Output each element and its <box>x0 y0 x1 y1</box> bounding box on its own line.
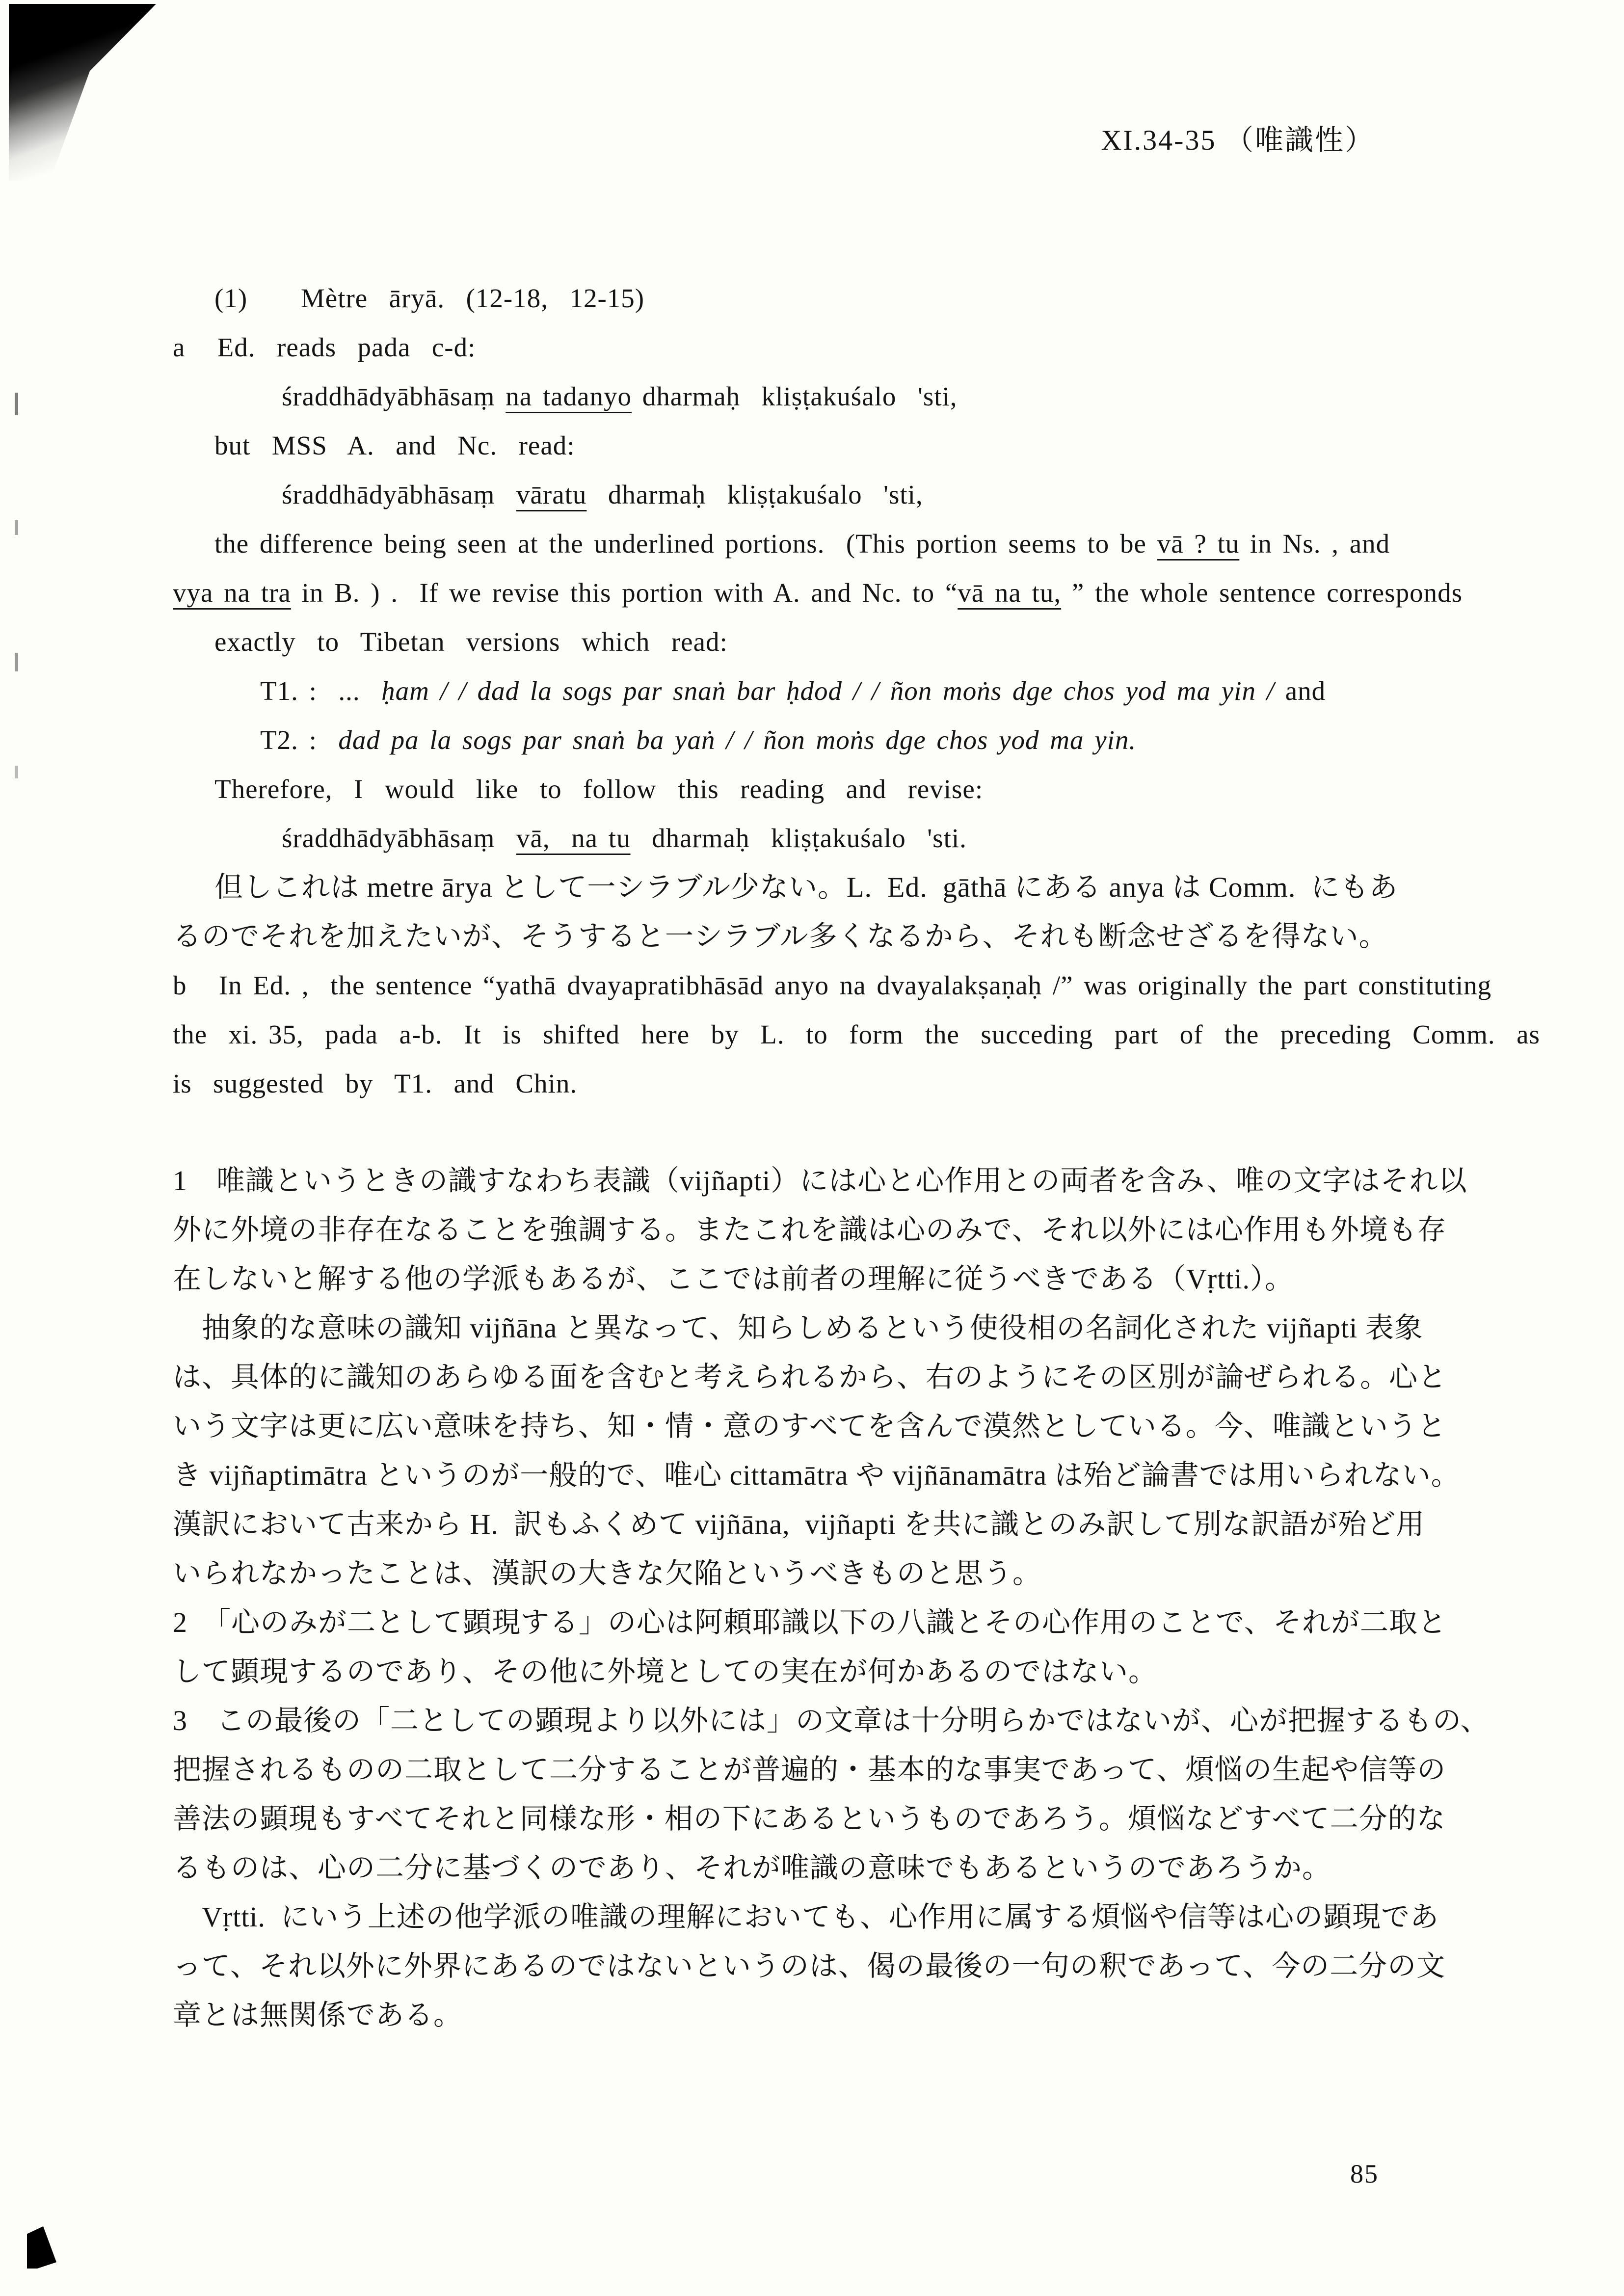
text-segment: and <box>1275 676 1326 706</box>
text-line <box>173 765 1459 814</box>
scan-edge-mark <box>15 766 18 778</box>
italic-transliteration: ḥam / / dad la sogs par snaṅ bar ḥdod / / ñon moṅs dge chos yod ma yin / <box>381 676 1275 706</box>
text-segment: (1) Mètre āryā. (12-18, 12-15) <box>214 283 645 313</box>
text-line <box>173 912 1459 961</box>
text-segment: いられなかったことは、漢訳の大きな欠陥というべきものと思う。 <box>173 1557 1042 1589</box>
text-line <box>173 716 1459 765</box>
text-segment: して顕現するのであり、その他に外境としての実在が何かあるのではない。 <box>173 1655 1158 1687</box>
text-line <box>173 1451 1459 1500</box>
scan-edge-mark <box>15 520 18 535</box>
text-line <box>173 1745 1459 1794</box>
text-line <box>173 568 1463 617</box>
text-line <box>173 1549 1459 1598</box>
text-segment: b In Ed. , the sentence “yathā dvayapratibhāsād anyo na dvayalakṣaṇaḥ /” was originally the part constituting <box>173 970 1492 1000</box>
text-line <box>173 1353 1459 1402</box>
text-segment: いう文字は更に広い意味を持ち、知・情・意のすべてを含んで漠然としている。今、唯識というと <box>173 1410 1446 1442</box>
text-line <box>173 1696 1490 1745</box>
text-line <box>173 1010 1540 1059</box>
text-segment: 2 「心のみが二として顕現する」の心は阿頼耶識以下の八識とその心作用のことで、それが二取と <box>173 1606 1447 1638</box>
blank-line <box>173 1108 1459 1156</box>
underlined-text: vāratu <box>516 480 587 509</box>
text-segment: き vijñaptimātra というのが一般的で、唯心 cittamātra や vijñānamātra は殆ど論書では用いられない。 <box>173 1459 1460 1491</box>
text-segment: 善法の顕現もすべてそれと同様な形・相の下にあるというものであろう。煩悩などすべて二分的な <box>173 1803 1446 1835</box>
text-segment: 3 この最後の「二としての顕現より以外には」の文章は十分明らかではないが、心が把握するもの、 <box>173 1705 1490 1736</box>
text-line <box>173 323 1459 372</box>
text-line <box>173 1942 1459 1991</box>
text-segment: the difference being seen at the underlined portions. (This portion seems to be <box>214 529 1157 559</box>
text-segment: exactly to Tibetan versions which read: <box>214 627 728 657</box>
text-segment: 章とは無関係である。 <box>173 1999 463 2031</box>
text-line <box>173 1794 1459 1843</box>
text-segment: 在しないと解する他の学派もあるが、ここでは前者の理解に従うべきである（Vṛtti.）。 <box>173 1263 1294 1295</box>
scan-edge-mark <box>15 653 18 671</box>
text-line <box>173 1500 1459 1549</box>
text-line <box>173 470 1459 519</box>
text-segment: 漢訳において古来から H. 訳もふくめて vijñāna, vijñapti を共に識とのみ訳して別な訳語が殆ど用 <box>173 1508 1425 1540</box>
text-line <box>173 961 1492 1010</box>
page-content <box>173 274 1540 2040</box>
text-line <box>173 1255 1459 1304</box>
text-line <box>173 274 1459 323</box>
text-segment: 外に外境の非存在なることを強調する。またこれを識は心のみで、それ以外には心作用も外境も存 <box>173 1214 1446 1246</box>
text-segment: dharmaḥ kliṣṭakuśalo 'sti. <box>630 823 967 853</box>
text-line <box>173 1598 1459 1647</box>
text-line <box>173 1991 1459 2040</box>
text-line <box>173 617 1459 667</box>
text-segment: ” the whole sentence corresponds <box>1061 578 1463 608</box>
italic-transliteration: dad pa la sogs par snaṅ ba yaṅ / / ñon moṅs dge chos yod ma yin. <box>338 725 1137 755</box>
text-segment: T1. : ... <box>260 676 382 706</box>
scan-smudge-top-left <box>9 4 156 181</box>
text-segment: in Ns. , and <box>1239 529 1390 559</box>
text-segment: the xi. 35, pada a-b. It is shifted here by L. to form the succeding part of the preceding Comm. as <box>173 1019 1540 1049</box>
text-segment: は、具体的に識知のあらゆる面を含むと考えられるから、右のようにその区別が論ぜられる。心と <box>173 1361 1447 1393</box>
text-segment: 1 唯識というときの識すなわち表識（vijñapti）には心と心作用との両者を含み、唯の文字はそれ以 <box>173 1165 1467 1197</box>
text-segment: śraddhādyābhāsaṃ <box>282 381 506 411</box>
text-segment: るものは、心の二分に基づくのであり、それが唯識の意味でもあるというのであろうか。 <box>173 1852 1331 1884</box>
text-segment: るのでそれを加えたいが、そうすると一シラブル多くなるから、それも断念せざるを得ない。 <box>173 920 1388 952</box>
scan-mark-bottom-left <box>27 2226 56 2269</box>
underlined-text: vya na tra <box>173 578 291 608</box>
text-segment: 把握されるものの二取として二分することが普遍的・基本的な事実であって、煩悩の生起や信等の <box>173 1754 1446 1786</box>
text-segment: 抽象的な意味の識知 vijñāna と異なって、知らしめるという使役相の名詞化された vijñapti 表象 <box>173 1312 1423 1344</box>
text-line <box>173 1843 1459 1893</box>
text-segment: dharmaḥ kliṣṭakuśalo 'sti, <box>631 381 958 411</box>
text-line <box>173 1402 1459 1451</box>
text-line <box>173 1647 1459 1696</box>
text-segment: in B. ) . If we revise this portion with A. and Nc. to “ <box>291 578 958 608</box>
text-segment: a Ed. reads pada c-d: <box>173 332 476 362</box>
underlined-text: vā na tu, <box>958 578 1062 608</box>
text-segment: but MSS A. and Nc. read: <box>214 430 575 460</box>
text-segment: 但しこれは metre ārya として一シラブル少ない。L. Ed. gāthā にある anya は Comm. にもあ <box>214 871 1398 903</box>
text-segment: Therefore, I would like to follow this reading and revise: <box>214 774 984 804</box>
text-line <box>173 1156 1467 1205</box>
underlined-text: vā, na tu <box>516 823 631 853</box>
text-segment: śraddhādyābhāsaṃ <box>282 823 516 853</box>
scan-edge-mark <box>15 393 18 415</box>
text-segment: って、それ以外に外界にあるのではないというのは、偈の最後の一句の釈であって、今の二分の文 <box>173 1950 1446 1982</box>
text-segment: is suggested by T1. and Chin. <box>173 1068 578 1098</box>
text-line <box>173 1893 1459 1942</box>
page-number: 85 <box>1350 2159 1379 2189</box>
text-line <box>173 372 1459 421</box>
underlined-text: vā ? tu <box>1157 529 1240 559</box>
text-line <box>173 1205 1459 1255</box>
running-header: XI.34-35 （唯識性） <box>1101 124 1375 156</box>
text-line <box>173 814 1459 863</box>
text-line <box>173 519 1459 568</box>
underlined-text: na tadanyo <box>506 381 632 411</box>
text-segment: Vṛtti. にいう上述の他学派の唯識の理解においても、心作用に属する煩悩や信等は心の顕現であ <box>173 1901 1439 1933</box>
text-line <box>173 421 1459 470</box>
text-segment: T2. : <box>260 725 339 755</box>
text-segment: śraddhādyābhāsaṃ <box>282 480 516 509</box>
text-line <box>173 667 1459 716</box>
text-line <box>173 1304 1459 1353</box>
text-line <box>173 863 1459 912</box>
text-segment: dharmaḥ kliṣṭakuśalo 'sti, <box>586 480 923 509</box>
text-line <box>173 1059 1459 1108</box>
